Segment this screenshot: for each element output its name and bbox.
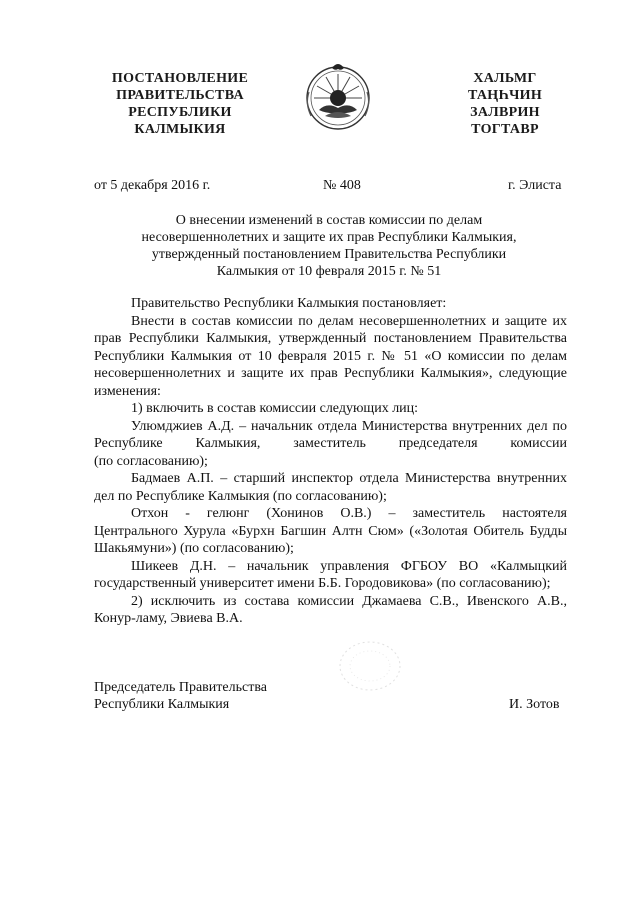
- document-number: № 408: [323, 178, 361, 193]
- person-line: Шикеев Д.Н. – начальник управления ФГБОУ ВО «Калмыцкий: [131, 558, 567, 574]
- item-2-line: Конур-ламу, Эвиева В.А.: [94, 611, 243, 626]
- faint-stamp-icon: [335, 638, 405, 693]
- header-left-line: КАЛМЫКИЯ: [134, 122, 226, 137]
- header-right: [450, 70, 560, 138]
- item-1: 1) включить в состав комиссии следующих лиц:: [131, 401, 419, 416]
- signature-position: [94, 679, 267, 713]
- header-left: [95, 70, 265, 138]
- intro-line: Правительство Республики Калмыкия постановляет:: [131, 296, 447, 311]
- signature-position-line: Республики Калмыкия: [94, 697, 230, 712]
- person-line: Улюмджиев А.Д. – начальник отдела Министерства внутренних дел по: [131, 418, 567, 434]
- document-place: г. Элиста: [508, 178, 562, 193]
- person-line: Центрального Хурула «Бурхн Багшин Алтн Сюм» («Золотая Обитель Будды: [94, 523, 567, 539]
- header-left-line: ПОСТАНОВЛЕНИЕ: [111, 71, 249, 86]
- signature-name: И. Зотов: [509, 697, 560, 712]
- signature-position-line: Председатель Правительства: [94, 680, 267, 695]
- title-line: Калмыкия от 10 февраля 2015 г. № 51: [216, 264, 442, 279]
- paragraph-line: прав Республики Калмыкия, утвержденный постановлением Правительства: [94, 331, 567, 346]
- document-date: от 5 декабря 2016 г.: [94, 178, 211, 193]
- header-right-line: ТОГТАВР: [471, 122, 539, 137]
- person-line: Бадмаев А.П. – старший инспектор отдела Министерства внутренних: [131, 471, 567, 486]
- person-line: Шакьямуни») (по согласованию);: [94, 541, 294, 556]
- title-line: несовершеннолетних и защите их прав Республики Калмыкия,: [141, 230, 517, 245]
- item-2-line: 2) исключить из состава комиссии Джамаева С.В., Ивенского А.В.,: [131, 593, 567, 609]
- person-line: (по согласованию);: [94, 453, 208, 469]
- title-line: О внесении изменений в состав комиссии по делам: [175, 213, 483, 228]
- paragraph-line: изменения:: [94, 383, 161, 399]
- paragraph-line: Внести в состав комиссии по делам несовершеннолетних и защите их: [131, 313, 567, 329]
- person-line: Отхон - гелюнг (Хонинов О.В.) – заместитель настоятеля: [131, 506, 567, 521]
- document-title: [94, 212, 564, 280]
- header-right-line: ХАЛЬМГ: [473, 71, 537, 86]
- person-line: Республике Калмыкия, заместитель председателя комиссии: [94, 436, 567, 451]
- header-right-line: ТАҢҺЧИН: [467, 88, 543, 103]
- person-line: государственный университет имени Б.Б. Городовикова» (по согласованию);: [94, 576, 551, 591]
- person-line: дел по Республике Калмыкия (по согласованию);: [94, 488, 387, 504]
- document-body: [94, 295, 567, 628]
- paragraph-line: Республики Калмыкия от 10 февраля 2015 г. № 51 «О комиссии по делам: [94, 348, 567, 364]
- header-left-line: ПРАВИТЕЛЬСТВА: [116, 88, 244, 103]
- header-right-line: ЗАЛВРИН: [470, 105, 540, 120]
- kalmykia-emblem-icon: [303, 58, 373, 134]
- title-line: утвержденный постановлением Правительства Республики: [151, 247, 507, 262]
- paragraph-line: несовершеннолетних и защите их прав Республики Калмыкия», следующие: [94, 366, 567, 381]
- header-left-line: РЕСПУБЛИКИ: [128, 105, 232, 120]
